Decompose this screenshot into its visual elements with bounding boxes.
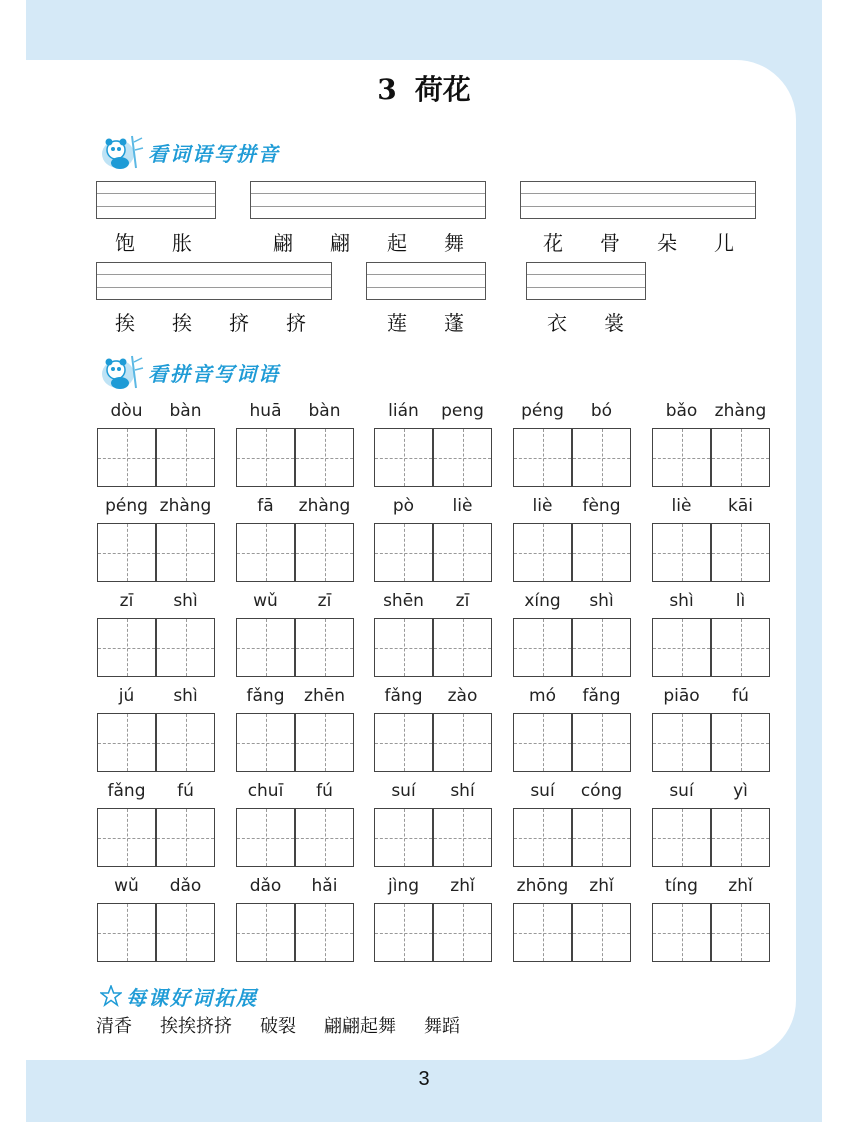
tian-grid-cell[interactable] [295, 618, 354, 677]
extension-word-list [96, 1012, 460, 1038]
tian-grid-cell[interactable] [572, 428, 631, 487]
tian-grid-cell[interactable] [374, 523, 433, 582]
word-char: 蓬 [444, 311, 464, 335]
pinyin-syllable: liè [671, 496, 692, 516]
pinyin-syllable: huā [249, 401, 282, 421]
tian-grid-cell[interactable] [156, 523, 215, 582]
word-char: 朵 [657, 231, 677, 255]
tian-grid-cell[interactable] [156, 618, 215, 677]
word-char: 翩 [330, 231, 350, 255]
pinyin-syllable: zhǐ [589, 876, 614, 896]
tian-grid-cell[interactable] [236, 808, 295, 867]
tian-grid-cell[interactable] [433, 523, 492, 582]
word-char: 挤 [286, 311, 306, 335]
tian-grid-cell[interactable] [97, 713, 156, 772]
pinyin-syllable: zhǐ [450, 876, 475, 896]
pinyin-syllable: zī [317, 591, 332, 611]
pinyin-syllable: fèng [582, 496, 621, 516]
pinyin-syllable: jú [118, 686, 135, 706]
tian-grid-cell[interactable] [652, 428, 711, 487]
lesson-title [0, 68, 848, 108]
pinyin-syllable: bàn [308, 401, 341, 421]
pinyin-syllable: bǎo [665, 401, 698, 421]
tian-grid-cell[interactable] [652, 523, 711, 582]
section-heading-extension [100, 976, 258, 1016]
tian-grid-cell[interactable] [433, 618, 492, 677]
pinyin-syllable: shēn [383, 591, 424, 611]
pinyin-syllable: zhàng [714, 401, 767, 421]
section-label: 看词语写拼音 [148, 141, 280, 166]
pinyin-syllable: shì [589, 591, 614, 611]
pinyin-syllable: fú [316, 781, 333, 801]
tian-grid-cell[interactable] [572, 618, 631, 677]
tian-grid-cell[interactable] [711, 428, 770, 487]
pinyin-syllable: fǎng [246, 686, 285, 706]
tian-grid-cell[interactable] [156, 808, 215, 867]
pinyin-syllable: lì [735, 591, 746, 611]
pinyin-syllable: piāo [663, 686, 700, 706]
tian-grid-cell[interactable] [572, 713, 631, 772]
pinyin-syllable: cóng [580, 781, 623, 801]
pinyin-syllable: chuī [247, 781, 284, 801]
pinyin-syllable: tíng [665, 876, 698, 896]
word-char: 挨 [172, 311, 192, 335]
pinyin-syllable: kāi [728, 496, 753, 516]
tian-grid-cell[interactable] [433, 808, 492, 867]
pinyin-syllable: zī [455, 591, 470, 611]
tian-grid-cell[interactable] [513, 903, 572, 962]
tian-grid-cell[interactable] [374, 428, 433, 487]
pinyin-syllable: suí [669, 781, 694, 801]
extension-word: 清香 [96, 1016, 132, 1037]
pinyin-syllable: zhàng [298, 496, 351, 516]
tian-grid-cell[interactable] [652, 808, 711, 867]
pinyin-answer-box[interactable] [250, 181, 486, 219]
section-heading-words-to-pinyin [98, 132, 280, 172]
word-char: 莲 [387, 311, 407, 335]
pinyin-syllable: zhàng [159, 496, 212, 516]
pinyin-syllable: bó [590, 401, 613, 421]
word-char: 衣 [547, 311, 567, 335]
tian-grid-cell[interactable] [295, 523, 354, 582]
pinyin-syllable: mó [529, 686, 556, 706]
tian-grid-cell[interactable] [295, 428, 354, 487]
panda-icon [98, 352, 144, 392]
pinyin-syllable: fā [257, 496, 274, 516]
pinyin-syllable: jìng [387, 876, 419, 896]
pinyin-syllable: pò [392, 496, 415, 516]
tian-grid-cell[interactable] [513, 618, 572, 677]
tian-grid-cell[interactable] [433, 903, 492, 962]
tian-grid-cell[interactable] [295, 903, 354, 962]
section-heading-pinyin-to-words [98, 352, 280, 392]
tian-grid-cell[interactable] [711, 618, 770, 677]
page-number: 3 [418, 1068, 430, 1090]
star-icon [100, 985, 122, 1007]
pinyin-syllable: zào [447, 686, 478, 706]
pinyin-answer-box[interactable] [96, 262, 332, 300]
tian-grid-cell[interactable] [236, 523, 295, 582]
tian-grid-cell[interactable] [374, 903, 433, 962]
extension-word: 舞蹈 [424, 1016, 460, 1037]
pinyin-syllable: zhōng [516, 876, 569, 896]
pinyin-answer-box[interactable] [526, 262, 646, 300]
pinyin-syllable: shì [669, 591, 694, 611]
word-char: 舞 [444, 231, 464, 255]
tian-grid-cell[interactable] [711, 713, 770, 772]
tian-grid-cell[interactable] [97, 428, 156, 487]
word-char: 花 [543, 231, 563, 255]
pinyin-syllable: lián [388, 401, 419, 421]
tian-grid-cell[interactable] [97, 808, 156, 867]
tian-grid-cell[interactable] [156, 713, 215, 772]
tian-grid-cell[interactable] [572, 903, 631, 962]
pinyin-syllable: dǎo [249, 876, 282, 896]
lesson-name: 荷花 [414, 73, 471, 106]
tian-grid-cell[interactable] [156, 428, 215, 487]
pinyin-syllable: peng [441, 401, 484, 421]
pinyin-syllable: fǎng [107, 781, 146, 801]
tian-grid-cell[interactable] [652, 903, 711, 962]
pinyin-syllable: shì [173, 686, 198, 706]
pinyin-syllable: dǎo [169, 876, 202, 896]
pinyin-syllable: fú [732, 686, 749, 706]
tian-grid-cell[interactable] [513, 523, 572, 582]
tian-grid-cell[interactable] [652, 713, 711, 772]
section-label: 看拼音写词语 [148, 361, 280, 386]
pinyin-syllable: zī [119, 591, 134, 611]
word-char: 挤 [229, 311, 249, 335]
tian-grid-cell[interactable] [374, 808, 433, 867]
section-label: 每课好词拓展 [126, 985, 258, 1010]
pinyin-syllable: bàn [169, 401, 202, 421]
pinyin-syllable: shí [450, 781, 475, 801]
pinyin-syllable: shì [173, 591, 198, 611]
pinyin-syllable: fǎng [384, 686, 423, 706]
extension-word: 挨挨挤挤 [160, 1016, 232, 1037]
tian-grid-cell[interactable] [236, 428, 295, 487]
pinyin-syllable: suí [391, 781, 416, 801]
tian-grid-cell[interactable] [652, 618, 711, 677]
tian-grid-cell[interactable] [295, 713, 354, 772]
tian-grid-cell[interactable] [711, 903, 770, 962]
tian-grid-cell[interactable] [513, 713, 572, 772]
pinyin-syllable: fú [177, 781, 194, 801]
tian-grid-cell[interactable] [433, 428, 492, 487]
tian-grid-cell[interactable] [97, 523, 156, 582]
pinyin-syllable: péng [521, 401, 564, 421]
tian-grid-cell[interactable] [374, 618, 433, 677]
tian-grid-cell[interactable] [156, 903, 215, 962]
lesson-number: 3 [377, 73, 397, 106]
tian-grid-cell[interactable] [711, 523, 770, 582]
tian-grid-cell[interactable] [295, 808, 354, 867]
pinyin-answer-box[interactable] [520, 181, 756, 219]
word-char: 裳 [604, 311, 624, 335]
tian-grid-cell[interactable] [572, 808, 631, 867]
tian-grid-cell[interactable] [513, 428, 572, 487]
word-char: 挨 [115, 311, 135, 335]
word-char: 翩 [273, 231, 293, 255]
tian-grid-cell[interactable] [97, 618, 156, 677]
tian-grid-cell[interactable] [97, 903, 156, 962]
word-char: 儿 [714, 231, 734, 255]
pinyin-syllable: xíng [524, 591, 561, 611]
pinyin-syllable: zhēn [304, 686, 345, 706]
pinyin-syllable: zhǐ [728, 876, 753, 896]
pinyin-syllable: péng [105, 496, 148, 516]
pinyin-syllable: wǔ [253, 591, 278, 611]
extension-word: 翩翩起舞 [324, 1016, 396, 1037]
extension-word: 破裂 [260, 1016, 296, 1037]
pinyin-syllable: hǎi [311, 876, 338, 896]
pinyin-syllable: fǎng [582, 686, 621, 706]
word-char: 饱 [115, 231, 135, 255]
pinyin-answer-box[interactable] [96, 181, 216, 219]
tian-grid-cell[interactable] [236, 713, 295, 772]
tian-grid-cell[interactable] [236, 618, 295, 677]
word-char: 胀 [172, 231, 192, 255]
pinyin-syllable: dòu [110, 401, 143, 421]
pinyin-syllable: liè [532, 496, 553, 516]
tian-grid-cell[interactable] [374, 713, 433, 772]
pinyin-syllable: wǔ [114, 876, 139, 896]
pinyin-syllable: liè [452, 496, 473, 516]
pinyin-answer-box[interactable] [366, 262, 486, 300]
tian-grid-cell[interactable] [433, 713, 492, 772]
word-char: 起 [387, 231, 407, 255]
tian-grid-cell[interactable] [513, 808, 572, 867]
tian-grid-cell[interactable] [236, 903, 295, 962]
tian-grid-cell[interactable] [572, 523, 631, 582]
tian-grid-cell[interactable] [711, 808, 770, 867]
pinyin-syllable: yì [733, 781, 748, 801]
pinyin-syllable: suí [530, 781, 555, 801]
panda-icon [98, 132, 144, 172]
word-char: 骨 [600, 231, 620, 255]
